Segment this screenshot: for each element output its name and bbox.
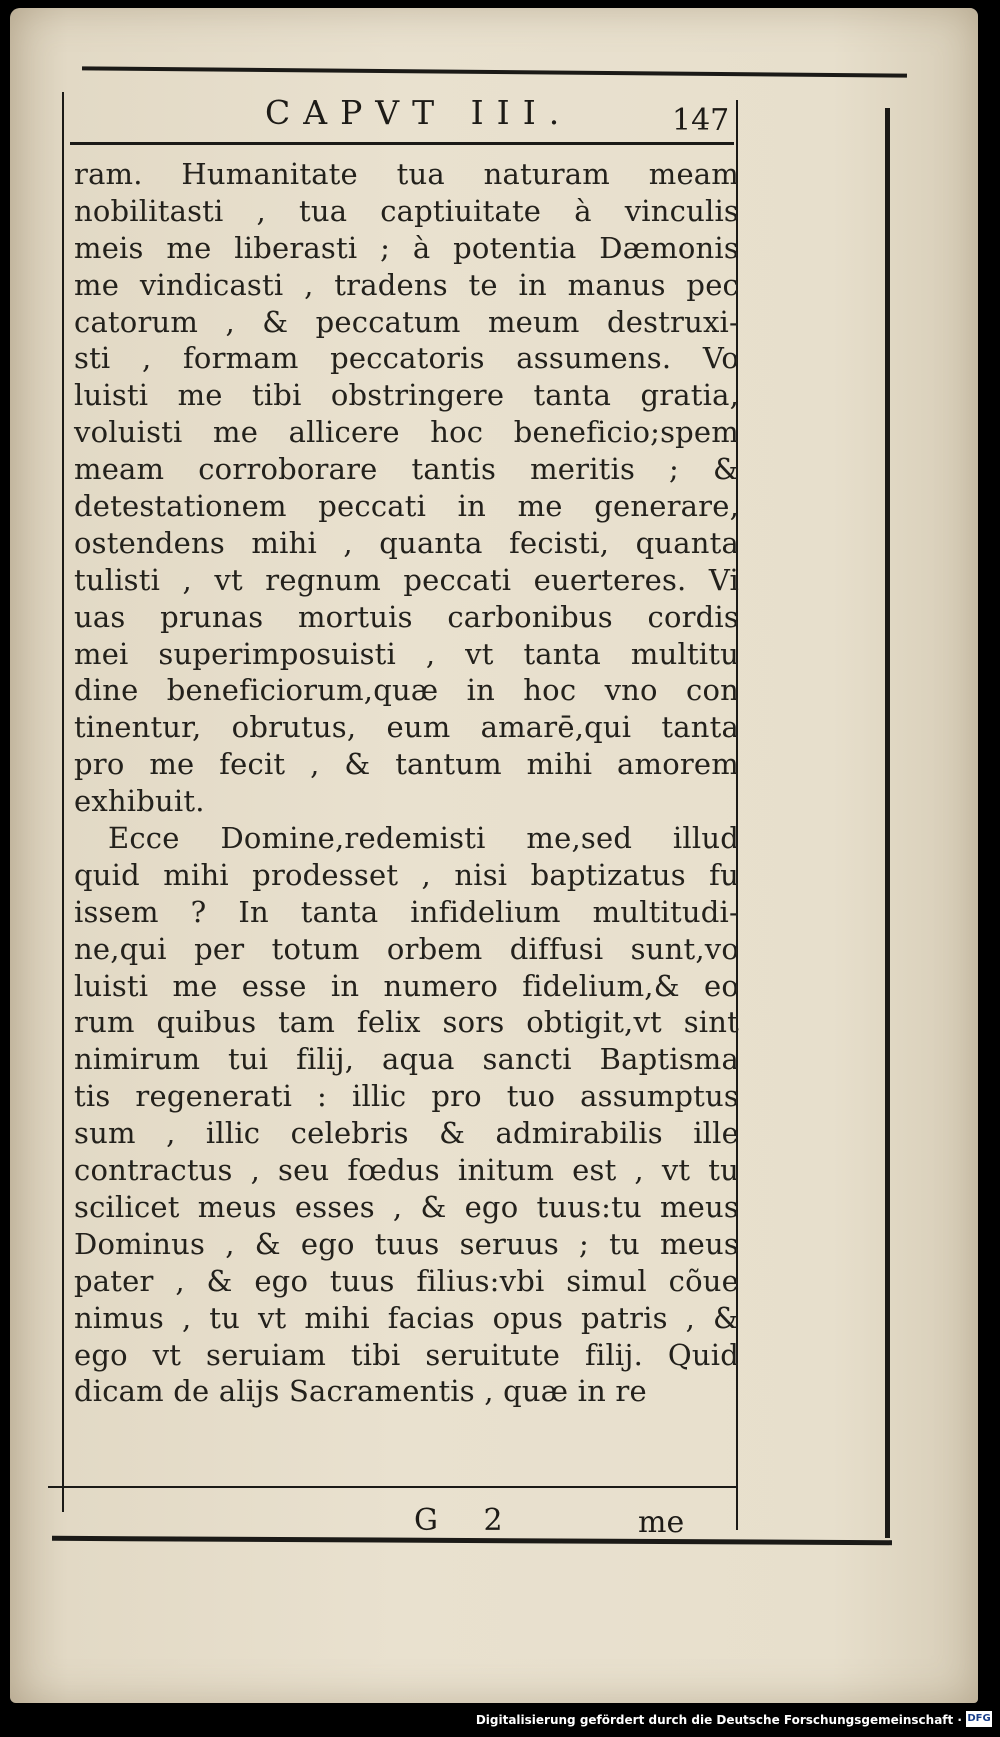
dfg-logo-icon: DFG	[966, 1711, 992, 1727]
text-line: luisti me tibi obstringere tanta gratia,	[74, 378, 739, 413]
text-line: Ecce Domine,redemisti me,sed illud	[108, 821, 739, 856]
text-line: voluisti me allicere hoc beneficio;spem	[74, 415, 739, 450]
text-line: catorum , & peccatum meum destruxi-	[74, 304, 739, 339]
text-line: mei superimposuisti , vt tanta multitu	[74, 636, 739, 671]
text-line: pater , & ego tuus filius:vbi simul cõue	[74, 1263, 739, 1298]
book-page	[10, 8, 978, 1703]
text-line: tinentur, obrutus, eum amarē,qui tanta	[74, 710, 739, 745]
page-number: 147	[672, 103, 730, 138]
text-line: tulisti , vt regnum peccati euerteres. Vi	[74, 562, 739, 597]
header-rule	[70, 142, 734, 145]
text-line: tis regenerati : illic pro tuo assumptus	[74, 1079, 739, 1114]
scan-footer-bar	[0, 1703, 1000, 1737]
text-line: ne,qui per totum orbem diffusi sunt,vo	[74, 931, 739, 966]
text-line: luisti me esse in numero fidelium,& eo	[74, 968, 739, 1003]
text-line: issem ? In tanta infidelium multitudi-	[74, 894, 739, 929]
text-line: nimus , tu vt mihi facias opus patris , &	[74, 1300, 739, 1335]
text-line: uas prunas mortuis carbonibus cordis	[74, 599, 739, 634]
left-frame-line	[62, 92, 64, 1512]
digitization-credit: Digitalisierung gefördert durch die Deutsche Forschungsgemeinschaft ·	[475, 1713, 962, 1727]
text-line: ego vt seruiam tibi seruitute filij. Quid	[74, 1337, 739, 1372]
body-text	[74, 156, 739, 1410]
text-line: rum quibus tam felix sors obtigit,vt sint	[74, 1005, 739, 1040]
text-line: meis me liberasti ; à potentia Dæmonis	[74, 230, 739, 265]
text-line: meam corroborare tantis meritis ; &	[74, 452, 739, 487]
outer-right-frame-line	[885, 108, 890, 1538]
text-line: pro me fecit , & tantum mihi amorem	[74, 747, 739, 782]
text-line: dicam de alijs Sacramentis , quæ in re	[74, 1374, 647, 1409]
text-line: quid mihi prodesset , nisi baptizatus fu	[74, 857, 739, 892]
top-border-rule	[82, 66, 907, 77]
text-line: ram. Humanitate tua naturam meam	[74, 157, 739, 191]
catchword: me	[638, 1505, 685, 1540]
text-line: me vindicasti , tradens te in manus pec	[74, 267, 739, 302]
chapter-heading: CAPVT III.	[265, 93, 573, 132]
text-line: detestationem peccati in me generare,	[74, 489, 739, 524]
text-line: exhibuit.	[74, 784, 205, 819]
text-line: sum , illic celebris & admirabilis ille	[74, 1116, 739, 1151]
text-line: ostendens mihi , quanta fecisti, quanta	[74, 525, 739, 560]
text-line: dine beneficiorum,quæ in hoc vno con	[74, 673, 739, 708]
signature-mark: G 2	[414, 1503, 521, 1538]
text-line: Dominus , & ego tuus seruus ; tu meus	[74, 1226, 739, 1261]
text-line: sti , formam peccatoris assumens. Vo	[74, 341, 739, 376]
text-line: nimirum tui filij, aqua sancti Baptisma	[74, 1042, 739, 1077]
text-line: scilicet meus esses , & ego tuus:tu meus	[74, 1189, 739, 1224]
text-line: contractus , seu fœdus initum est , vt tu	[74, 1153, 739, 1188]
bottom-text-rule	[48, 1486, 738, 1488]
text-line: nobilitasti , tua captiuitate à vinculis	[74, 193, 739, 228]
